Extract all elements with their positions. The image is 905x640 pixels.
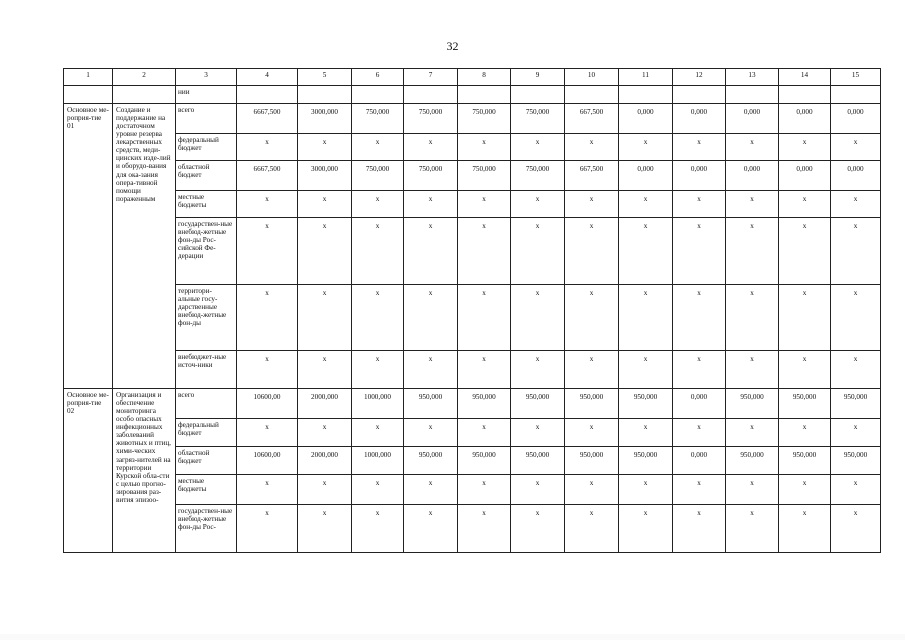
- value-cell: х: [298, 351, 352, 389]
- value-cell: х: [458, 475, 511, 505]
- value-cell: х: [831, 134, 881, 161]
- value-cell: х: [673, 475, 726, 505]
- header-cell: 9: [511, 69, 565, 86]
- value-cell: х: [511, 191, 565, 218]
- value-cell: х: [565, 419, 619, 447]
- value-cell: х: [673, 191, 726, 218]
- value-cell: х: [726, 191, 779, 218]
- value-cell: 750,000: [404, 161, 458, 191]
- value-cell: 750,000: [511, 161, 565, 191]
- funding-source: местные бюджеты: [176, 191, 237, 218]
- value-cell: 950,000: [779, 447, 831, 475]
- funding-source: федеральный бюджет: [176, 134, 237, 161]
- value-cell: х: [352, 505, 404, 553]
- value-cell: 3000,000: [298, 161, 352, 191]
- value-cell: х: [673, 351, 726, 389]
- value-cell: х: [237, 285, 298, 351]
- value-cell: 0,000: [619, 104, 673, 134]
- value-cell: 0,000: [673, 389, 726, 419]
- table-row: [64, 447, 881, 475]
- value-cell: х: [779, 505, 831, 553]
- table-row: [64, 389, 881, 419]
- empty-cell: [404, 86, 458, 104]
- activity-description: Организация и обеспечение мониторинга особо опасных инфекционных заболеваний животных и птиц, хими-ческих загряз-нителей на территории Курской обла-сти с целью прогно-зирования раз-вития эпизоо-: [113, 389, 176, 553]
- header-cell: 3: [176, 69, 237, 86]
- value-cell: х: [726, 505, 779, 553]
- value-cell: 0,000: [726, 161, 779, 191]
- value-cell: х: [673, 419, 726, 447]
- page-number: 32: [446, 39, 459, 53]
- value-cell: х: [726, 134, 779, 161]
- funding-source: всего: [176, 389, 237, 419]
- value-cell: х: [298, 191, 352, 218]
- value-cell: х: [237, 419, 298, 447]
- header-cell: 12: [673, 69, 726, 86]
- header-cell: 4: [237, 69, 298, 86]
- value-cell: х: [404, 505, 458, 553]
- header-row: [64, 69, 881, 86]
- value-cell: 0,000: [779, 104, 831, 134]
- value-cell: х: [726, 218, 779, 285]
- value-cell: 667,500: [565, 104, 619, 134]
- value-cell: х: [511, 134, 565, 161]
- value-cell: х: [779, 191, 831, 218]
- value-cell: 750,000: [352, 161, 404, 191]
- value-cell: х: [831, 218, 881, 285]
- value-cell: х: [237, 191, 298, 218]
- header-cell: 10: [565, 69, 619, 86]
- empty-cell: [237, 86, 298, 104]
- value-cell: х: [404, 351, 458, 389]
- value-cell: х: [779, 134, 831, 161]
- value-cell: х: [237, 505, 298, 553]
- value-cell: х: [619, 419, 673, 447]
- value-cell: 950,000: [511, 389, 565, 419]
- value-cell: 750,000: [458, 104, 511, 134]
- value-cell: х: [565, 351, 619, 389]
- value-cell: х: [565, 218, 619, 285]
- activity-code: Основное ме-роприя-тие 01: [64, 104, 113, 389]
- table-row: [64, 161, 881, 191]
- value-cell: х: [779, 218, 831, 285]
- value-cell: х: [565, 285, 619, 351]
- value-cell: х: [458, 351, 511, 389]
- header-cell: 14: [779, 69, 831, 86]
- funding-source: областной бюджет: [176, 161, 237, 191]
- value-cell: х: [779, 351, 831, 389]
- value-cell: х: [726, 419, 779, 447]
- header-cell: 5: [298, 69, 352, 86]
- value-cell: 950,000: [831, 389, 881, 419]
- table-row: [64, 218, 881, 285]
- value-cell: х: [511, 419, 565, 447]
- value-cell: х: [298, 475, 352, 505]
- value-cell: х: [352, 285, 404, 351]
- value-cell: х: [298, 285, 352, 351]
- funding-source: территори-альные госу-дарственные внебюд-жетные фон-ды: [176, 285, 237, 351]
- value-cell: х: [831, 505, 881, 553]
- value-cell: х: [619, 134, 673, 161]
- value-cell: 0,000: [831, 104, 881, 134]
- value-cell: х: [458, 218, 511, 285]
- value-cell: х: [511, 218, 565, 285]
- value-cell: 950,000: [565, 389, 619, 419]
- value-cell: 950,000: [619, 389, 673, 419]
- empty-cell: [565, 86, 619, 104]
- value-cell: 950,000: [726, 447, 779, 475]
- value-cell: х: [352, 218, 404, 285]
- value-cell: 1000,000: [352, 447, 404, 475]
- value-cell: 2000,000: [298, 447, 352, 475]
- value-cell: х: [726, 285, 779, 351]
- value-cell: 950,000: [404, 447, 458, 475]
- empty-cell: [673, 86, 726, 104]
- empty-cell: [298, 86, 352, 104]
- activity-code: Основное ме-роприя-тие 02: [64, 389, 113, 553]
- value-cell: 0,000: [726, 104, 779, 134]
- value-cell: 0,000: [673, 161, 726, 191]
- value-cell: х: [565, 475, 619, 505]
- value-cell: х: [404, 191, 458, 218]
- header-cell: 15: [831, 69, 881, 86]
- empty-cell: [458, 86, 511, 104]
- value-cell: 950,000: [458, 447, 511, 475]
- value-cell: х: [831, 285, 881, 351]
- value-cell: х: [511, 351, 565, 389]
- empty-cell: [726, 86, 779, 104]
- value-cell: х: [565, 134, 619, 161]
- continuation-text: нии: [176, 86, 237, 104]
- table-row: [64, 351, 881, 389]
- value-cell: 667,500: [565, 161, 619, 191]
- value-cell: х: [831, 419, 881, 447]
- value-cell: х: [404, 475, 458, 505]
- value-cell: х: [458, 134, 511, 161]
- value-cell: х: [404, 285, 458, 351]
- value-cell: х: [565, 505, 619, 553]
- header-cell: 13: [726, 69, 779, 86]
- table-row: [64, 104, 881, 134]
- table-row: [64, 505, 881, 553]
- value-cell: х: [831, 475, 881, 505]
- value-cell: х: [352, 351, 404, 389]
- value-cell: х: [458, 285, 511, 351]
- value-cell: 2000,000: [298, 389, 352, 419]
- value-cell: 750,000: [458, 161, 511, 191]
- funding-source: областной бюджет: [176, 447, 237, 475]
- value-cell: х: [458, 505, 511, 553]
- value-cell: 0,000: [673, 447, 726, 475]
- value-cell: 1000,000: [352, 389, 404, 419]
- value-cell: 750,000: [352, 104, 404, 134]
- value-cell: х: [237, 475, 298, 505]
- value-cell: х: [298, 218, 352, 285]
- value-cell: х: [619, 191, 673, 218]
- continuation-row: [64, 86, 881, 104]
- value-cell: х: [619, 285, 673, 351]
- value-cell: х: [404, 419, 458, 447]
- value-cell: 950,000: [458, 389, 511, 419]
- value-cell: 950,000: [511, 447, 565, 475]
- value-cell: х: [237, 351, 298, 389]
- value-cell: х: [673, 134, 726, 161]
- value-cell: х: [779, 285, 831, 351]
- value-cell: х: [298, 134, 352, 161]
- value-cell: х: [458, 191, 511, 218]
- value-cell: х: [619, 475, 673, 505]
- value-cell: 3000,000: [298, 104, 352, 134]
- value-cell: 10600,00: [237, 389, 298, 419]
- value-cell: 950,000: [831, 447, 881, 475]
- value-cell: х: [352, 475, 404, 505]
- table-row: [64, 419, 881, 447]
- value-cell: х: [404, 218, 458, 285]
- value-cell: х: [298, 419, 352, 447]
- empty-cell: [113, 86, 176, 104]
- value-cell: 0,000: [673, 104, 726, 134]
- empty-cell: [352, 86, 404, 104]
- value-cell: 0,000: [779, 161, 831, 191]
- funding-source: федеральный бюджет: [176, 419, 237, 447]
- table-row: [64, 285, 881, 351]
- table-row: [64, 475, 881, 505]
- value-cell: х: [779, 475, 831, 505]
- value-cell: х: [458, 419, 511, 447]
- value-cell: х: [237, 134, 298, 161]
- empty-cell: [779, 86, 831, 104]
- value-cell: 10600,00: [237, 447, 298, 475]
- header-cell: 2: [113, 69, 176, 86]
- activity-description: Создание и поддержание на достаточном уровне резерва лекарственных средств, меди-цинских изде-лий и оборудо-вания для ока-зания опера-тивной помощи пораженным: [113, 104, 176, 389]
- value-cell: х: [352, 191, 404, 218]
- value-cell: х: [726, 475, 779, 505]
- value-cell: 950,000: [779, 389, 831, 419]
- value-cell: х: [352, 419, 404, 447]
- table-row: [64, 134, 881, 161]
- value-cell: х: [673, 285, 726, 351]
- value-cell: х: [404, 134, 458, 161]
- value-cell: 6667,500: [237, 104, 298, 134]
- value-cell: 750,000: [511, 104, 565, 134]
- empty-cell: [511, 86, 565, 104]
- funding-source: государствен-ные внебюд-жетные фон-ды Рос-сийской Фе-дерации: [176, 218, 237, 285]
- value-cell: 0,000: [619, 161, 673, 191]
- page-bottom-edge: [0, 634, 905, 640]
- empty-cell: [64, 86, 113, 104]
- value-cell: х: [673, 218, 726, 285]
- value-cell: 750,000: [404, 104, 458, 134]
- funding-source: внебюджет-ные источ-ники: [176, 351, 237, 389]
- budget-table: [63, 68, 881, 553]
- empty-cell: [831, 86, 881, 104]
- funding-source: местные бюджеты: [176, 475, 237, 505]
- value-cell: х: [726, 351, 779, 389]
- table-row: [64, 191, 881, 218]
- value-cell: 950,000: [404, 389, 458, 419]
- funding-source: государствен-ные внебюд-жетные фон-ды Рос-: [176, 505, 237, 553]
- value-cell: х: [237, 218, 298, 285]
- value-cell: 950,000: [565, 447, 619, 475]
- value-cell: х: [779, 419, 831, 447]
- header-cell: 6: [352, 69, 404, 86]
- value-cell: х: [619, 218, 673, 285]
- header-cell: 1: [64, 69, 113, 86]
- value-cell: х: [511, 475, 565, 505]
- value-cell: х: [298, 505, 352, 553]
- value-cell: х: [831, 351, 881, 389]
- header-cell: 7: [404, 69, 458, 86]
- header-cell: 8: [458, 69, 511, 86]
- empty-cell: [619, 86, 673, 104]
- value-cell: 950,000: [726, 389, 779, 419]
- value-cell: х: [511, 505, 565, 553]
- value-cell: х: [352, 134, 404, 161]
- header-cell: 11: [619, 69, 673, 86]
- value-cell: х: [831, 191, 881, 218]
- value-cell: х: [619, 505, 673, 553]
- funding-source: всего: [176, 104, 237, 134]
- value-cell: х: [511, 285, 565, 351]
- value-cell: 0,000: [831, 161, 881, 191]
- value-cell: х: [619, 351, 673, 389]
- table-body: [64, 69, 881, 553]
- value-cell: 950,000: [619, 447, 673, 475]
- value-cell: 6667,500: [237, 161, 298, 191]
- value-cell: х: [565, 191, 619, 218]
- value-cell: х: [673, 505, 726, 553]
